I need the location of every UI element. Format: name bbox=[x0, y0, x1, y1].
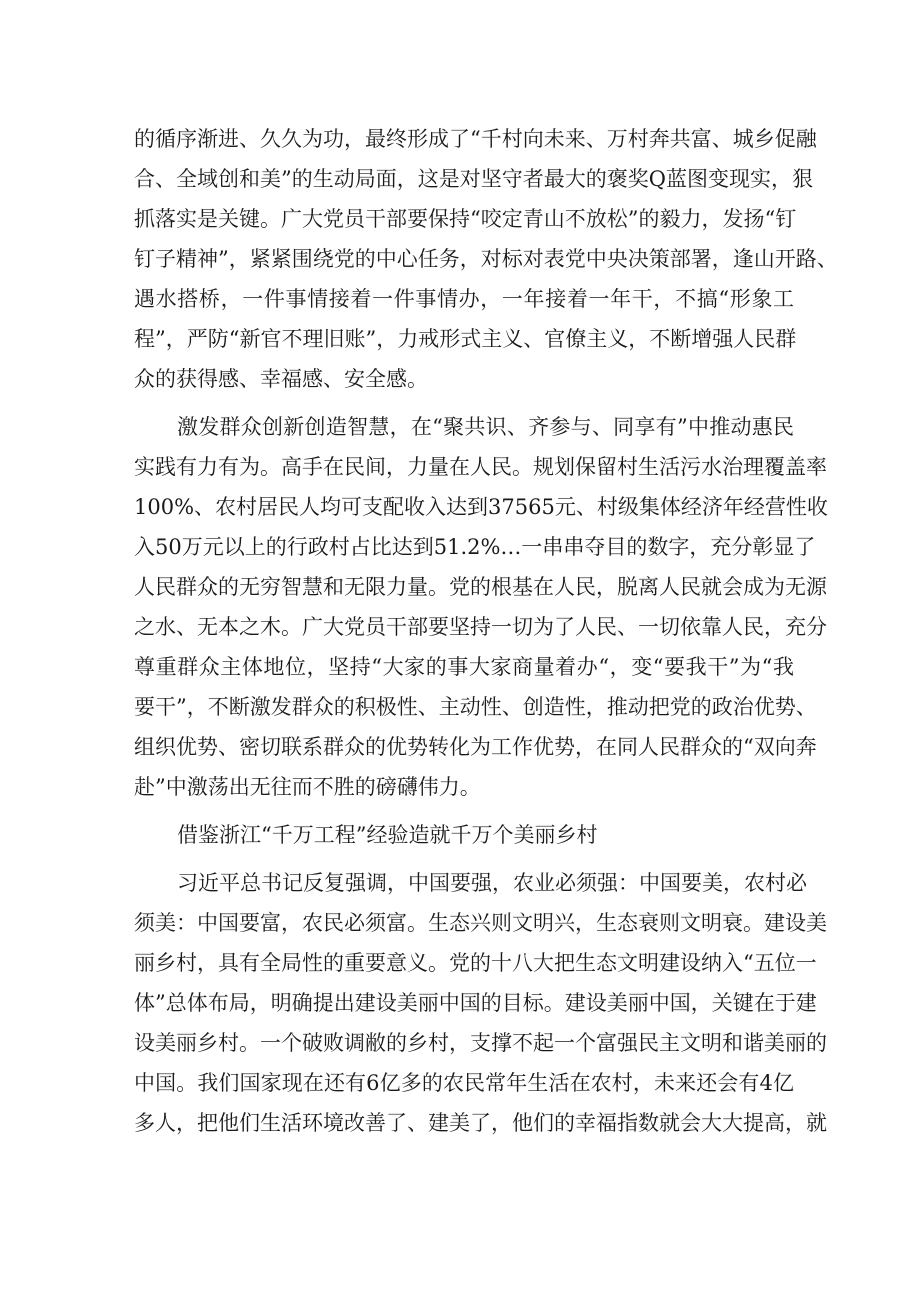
paragraph-line: 尊重群众主体地位，坚持“大家的事大家商量着办“，变“要我干”为“我 bbox=[134, 655, 794, 679]
paragraph-line: 程”，严防“新官不理旧账”，力戒形式主义、官僚主义，不断增强人民群 bbox=[134, 327, 797, 351]
paragraph-line: 中国。我们国家现在还有6亿多的农民常年生活在农村，未来还会有4亿 bbox=[134, 1071, 794, 1095]
paragraph-line: 须美：中国要富，农民必须富。生态兴则文明兴，生态衰则文明衰。建设美 bbox=[134, 911, 827, 935]
document-body bbox=[134, 119, 838, 1143]
paragraph-line: 遇水搭桥，一件事情接着一件事情办，一年接着一年干，不搞“形象工 bbox=[134, 287, 794, 311]
paragraph-line: 众的获得感、幸福感、安全感。 bbox=[134, 367, 428, 391]
paragraph-line: 人民群众的无穷智慧和无限力量。党的根基在人民，脱离人民就会成为无源 bbox=[134, 575, 827, 599]
paragraph-2 bbox=[134, 407, 828, 807]
paragraph-line: 合、全域创和美”的生动局面，这是对坚守者最大的褒奖Q蓝图变现实，狠 bbox=[134, 167, 813, 191]
paragraph-line: 习近平总书记反复强调，中国要强，农业必须强：中国要美，农村必 bbox=[177, 871, 807, 895]
paragraph-line: 多人，把他们生活环境改善了、建美了，他们的幸福指数就会大大提高，就 bbox=[134, 1111, 827, 1135]
paragraph-gap bbox=[134, 807, 794, 815]
paragraph-line: 激发群众创新创造智慧，在“聚共识、齐参与、同享有”中推动惠民 bbox=[177, 415, 794, 439]
paragraph-line: 丽乡村，具有全局性的重要意义。党的十八大把生态文明建设纳入“五位一 bbox=[134, 951, 817, 975]
paragraph-line: 入50万元以上的行政村占比达到51.2%…一串串夺目的数字，充分彰显了 bbox=[134, 535, 816, 559]
paragraph-3 bbox=[134, 863, 827, 1143]
section-heading: 借鉴浙江“千万工程”经验造就千万个美丽乡村 bbox=[177, 823, 598, 847]
paragraph-line: 组织优势、密切联系群众的优势转化为工作优势，在同人民群众的“双向奔 bbox=[134, 735, 817, 759]
paragraph-line: 要干”，不断激发群众的积极性、主动性、创造性，推动把党的政治优势、 bbox=[134, 695, 817, 719]
paragraph-1 bbox=[134, 119, 838, 399]
paragraph-line: 实践有力有为。高手在民间，力量在人民。规划保留村生活污水治理覆盖率 bbox=[134, 455, 827, 479]
paragraph-line: 100%、农村居民人均可支配收入达到37565元、村级集体经济年经营性收 bbox=[134, 495, 828, 519]
paragraph-line: 体”总体布局，明确提出建设美丽中国的目标。建设美丽中国，关键在于建 bbox=[134, 991, 817, 1015]
paragraph-line: 钉子精神”，紧紧围绕党的中心任务，对标对表党中央决策部署，逢山开路、 bbox=[134, 247, 838, 271]
paragraph-gap bbox=[134, 399, 794, 407]
paragraph-line: 设美丽乡村。一个破败调敝的乡村，支撑不起一个富强民主文明和谐美丽的 bbox=[134, 1031, 827, 1055]
paragraph-line: 之水、无本之木。广大党员干部要坚持一切为了人民、一切依靠人民，充分 bbox=[134, 615, 827, 639]
paragraph-line: 抓落实是关键。广大党员干部要保持“咬定青山不放松”的毅力，发扬“钉 bbox=[134, 207, 797, 231]
paragraph-line: 的循序渐进、久久为功，最终形成了“千村向未来、万村奔共富、城乡促融 bbox=[134, 127, 817, 151]
paragraph-line: 赴”中激荡出无往而不胜的磅礴伟力。 bbox=[134, 775, 481, 799]
paragraph-gap bbox=[134, 855, 794, 863]
